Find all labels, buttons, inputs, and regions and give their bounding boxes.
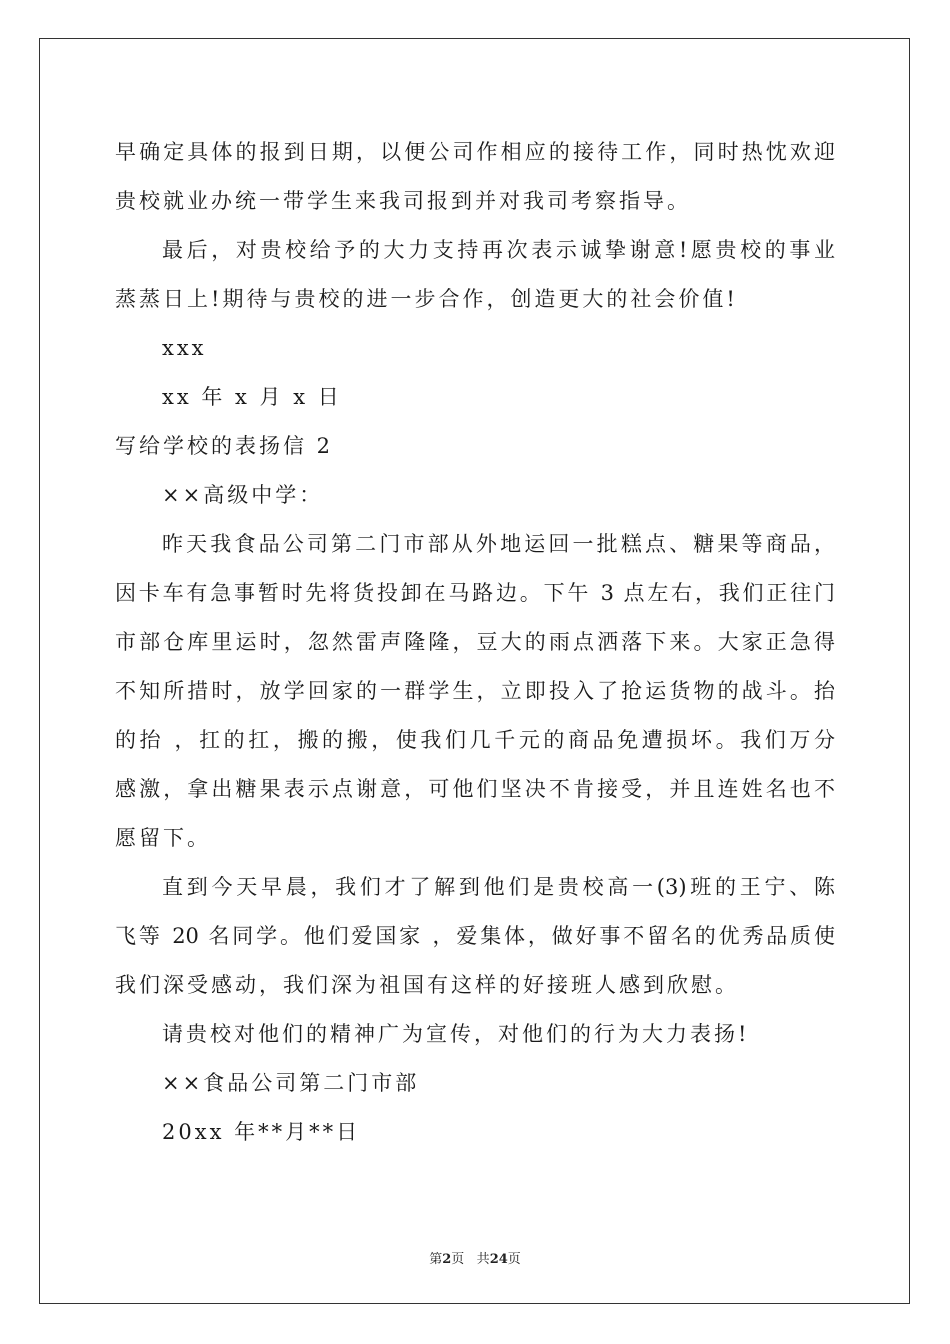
text-line: ××高级中学：: [162, 483, 324, 507]
text-line: 感激，拿出糖果表示点谢意，可他们坚决不肯接受，并且连姓名也不: [115, 777, 835, 801]
text-line: 贵校就业办统一带学生来我司报到并对我司考察指导。: [115, 189, 691, 213]
footer-total-prefix: 共: [476, 1252, 490, 1267]
text-line: 蒸蒸日上!期待与贵校的进一步合作，创造更大的社会价值!: [115, 287, 738, 311]
text-line: xxx: [162, 336, 207, 360]
text-line: 最后，对贵校给予的大力支持再次表示诚挚谢意!愿贵校的事业: [162, 238, 835, 262]
text-line: 20xx 年**月**日: [162, 1120, 361, 1144]
text-line: 飞等 20 名同学。他们爱国家 ，爱集体，做好事不留名的优秀品质使: [115, 924, 835, 948]
total-pages-number: 24: [489, 1252, 508, 1267]
text-line: xx 年 x 月 x 日: [162, 385, 342, 409]
text-line: 市部仓库里运时，忽然雷声隆隆，豆大的雨点洒落下来。大家正急得: [115, 630, 835, 654]
footer-prefix: 第: [429, 1252, 443, 1267]
current-page-number: 2: [442, 1252, 452, 1267]
page-footer: [0, 1248, 950, 1267]
text-line: 昨天我食品公司第二门市部从外地运回一批糕点、糖果等商品，: [162, 532, 835, 556]
text-line: 因卡车有急事暂时先将货投卸在马路边。下午 3 点左右，我们正往门: [115, 581, 835, 605]
text-line: 写给学校的表扬信 2: [115, 434, 334, 458]
text-line: 的抬 ，扛的扛，搬的搬，使我们几千元的商品免遭损坏。我们万分: [115, 728, 835, 752]
text-line: 直到今天早晨，我们才了解到他们是贵校高一(3)班的王宁、陈: [162, 875, 835, 899]
text-line: 早确定具体的报到日期，以便公司作相应的接待工作，同时热忱欢迎: [115, 140, 835, 164]
document-body: [115, 128, 835, 1157]
text-line: ××食品公司第二门市部: [162, 1071, 420, 1095]
text-line: 不知所措时，放学回家的一群学生，立即投入了抢运货物的战斗。抬: [115, 679, 835, 703]
text-line: 请贵校对他们的精神广为宣传，对他们的行为大力表扬!: [162, 1022, 750, 1046]
text-line: 我们深受感动，我们深为祖国有这样的好接班人感到欣慰。: [115, 973, 739, 997]
footer-total-suffix: 页: [507, 1252, 521, 1267]
footer-page-label: 页: [451, 1252, 465, 1267]
text-line: 愿留下。: [115, 826, 211, 850]
